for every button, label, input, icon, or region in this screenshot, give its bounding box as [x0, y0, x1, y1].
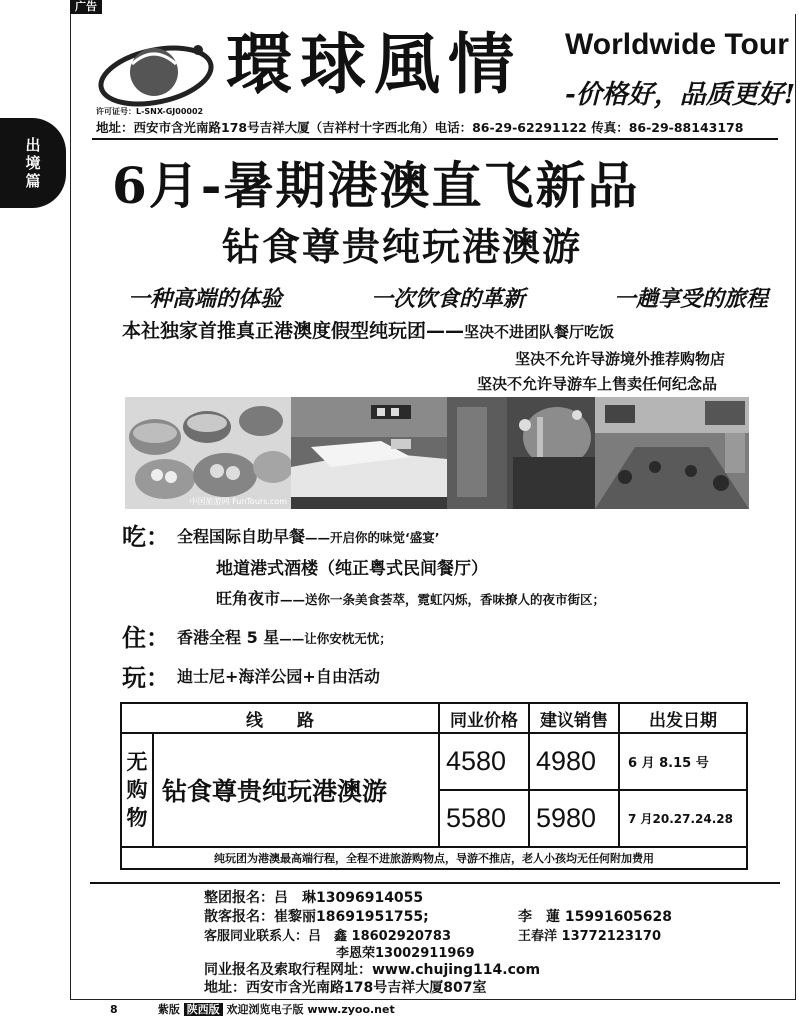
office-address: 地址：西安市含光南路178号吉祥大厦807室 [204, 980, 487, 996]
play-label: 玩： [122, 664, 170, 692]
photo-strip [125, 397, 749, 509]
tagline: 一趟享受的旅程 [613, 287, 768, 312]
footer-text: 欢迎浏览电子版 www.zyoo.net [226, 1003, 395, 1016]
retail-price: 5980 [529, 790, 619, 847]
column-header: 出发日期 [619, 703, 747, 733]
ad-label: 广告 [70, 0, 102, 14]
eat-item-main: 旺角夜市 [216, 589, 281, 608]
divider [92, 138, 778, 140]
stay-item-main: 香港全程 5 星 [177, 628, 280, 647]
group-signup-contact: 整团报名：吕 琳13096914055 [204, 890, 424, 906]
eat-label: 吃： [122, 523, 170, 551]
stay-label: 住： [122, 624, 170, 652]
subheadline: 钻食尊贵纯玩港澳游 [222, 225, 583, 269]
retail-price: 4980 [529, 733, 619, 790]
eat-item-detail: ——送你一条美食荟萃，霓虹闪烁，香味撩人的夜市街区； [280, 592, 606, 607]
divider [90, 882, 780, 884]
headline: 6月-暑期港澳直飞新品 [112, 156, 640, 215]
signup-website: 同业报名及索取行程网址：www.chujing114.com [204, 962, 541, 978]
edition-tag: 陕西版 [184, 1003, 223, 1016]
side-tab-char: 出 [25, 136, 41, 154]
brand-name-english: Worldwide Tour [565, 28, 789, 61]
side-tab-char: 境 [25, 154, 41, 172]
table-note: 纯玩团为港澳最高端行程，全程不进旅游购物点，导游不推店，老人小孩均无任何附加费用 [121, 847, 747, 869]
no-shopping-char: 购 [126, 778, 148, 802]
page-footer [110, 1001, 395, 1017]
section-side-tab [0, 118, 66, 208]
exclusive-main: 本社独家首推真正港澳度假型纯玩团 [122, 320, 427, 342]
route-name: 钻食尊贵纯玩港澳游 [153, 733, 439, 847]
no-shopping-char: 物 [126, 806, 148, 830]
tagline: 一次饮食的革新 [370, 287, 525, 312]
brand-slogan: -价格好，品质更好! [565, 80, 796, 110]
brand-name: 環球風情 [226, 26, 522, 103]
license-number: 许可证号：L-SNX-GJ00002 [96, 107, 204, 116]
page-number: 8 [110, 1003, 118, 1016]
trade-price: 5580 [439, 790, 529, 847]
exclusive-offer [122, 316, 614, 343]
company-logo-icon [96, 34, 224, 108]
exclusive-rule: 坚决不进团队餐厅吃饭 [464, 323, 615, 341]
stay-item [177, 625, 392, 648]
departure-dates: 6 月 8.15 号 [619, 733, 747, 790]
individual-signup-contact: 散客报名：崔黎丽18691951755; [204, 909, 429, 925]
eat-item: 地道港式酒楼（纯正粤式民间餐厅） [216, 559, 488, 579]
tagline: 一种高端的体验 [128, 287, 283, 312]
play-item: 迪士尼+海洋公园+自由活动 [177, 667, 380, 686]
company-address-line: 地址：西安市含光南路178号吉祥大厦（吉祥村十字西北角）电话：86-29-62291122 传真：86-29-88143178 [96, 120, 744, 135]
exclusive-rule: 坚决不允许导游境外推荐购物店 [515, 350, 726, 368]
photo-watermark: 中国旅游网 FunTours.com [189, 497, 287, 506]
eat-item-detail: ——开启你的味觉‘盛宴’ [305, 530, 440, 545]
column-header: 线 路 [121, 703, 439, 733]
service-contact-3: 李恩荣13002911969 [336, 946, 475, 961]
individual-signup-contact-2: 李 蓮 15991605628 [518, 909, 673, 925]
table-row [121, 733, 747, 790]
service-contact: 客服同业联系人：吕 鑫 18602920783 [204, 929, 452, 944]
hotel-room-photo [291, 397, 447, 509]
exclusive-rule: 坚决不允许导游车上售卖任何纪念品 [477, 375, 718, 393]
column-header: 建议销售 [529, 703, 619, 733]
service-contact-2: 王春洋 13772123170 [518, 929, 662, 944]
dim-sum-photo [125, 397, 291, 509]
exclusive-dash: —— [426, 320, 465, 342]
trade-price: 4580 [439, 733, 529, 790]
eat-item [216, 586, 605, 609]
route-price-table [120, 702, 748, 870]
edition-label: 紫版 [157, 1003, 180, 1016]
no-shopping-label [121, 733, 153, 847]
departure-dates: 7 月20.27.24.28 [619, 790, 747, 847]
eat-item-main: 全程国际自助早餐 [177, 527, 306, 546]
eat-item [177, 524, 440, 547]
column-header: 同业价格 [439, 703, 529, 733]
tagline-row [128, 282, 768, 313]
side-tab-char: 篇 [25, 172, 41, 190]
table-header-row [121, 703, 747, 733]
hong-kong-mall-photo [447, 397, 595, 509]
stay-item-detail: ——让你安枕无忧； [279, 631, 392, 646]
table-note-row [121, 847, 747, 869]
no-shopping-char: 无 [126, 750, 148, 774]
night-market-photo [595, 397, 749, 509]
